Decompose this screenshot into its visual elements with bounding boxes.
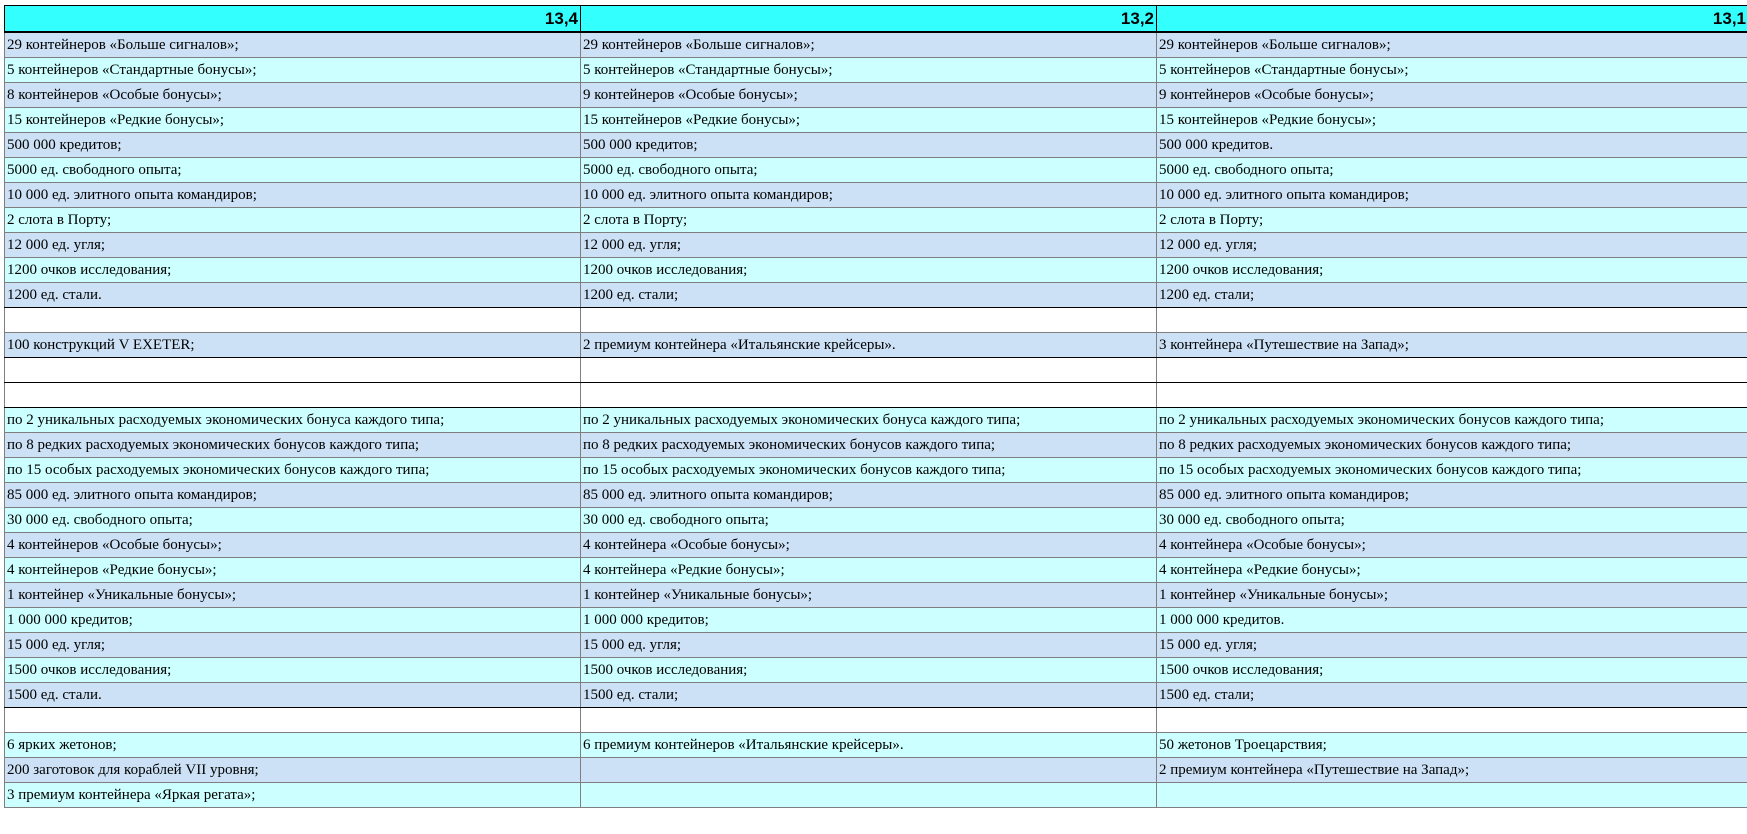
table-row (5, 108, 1747, 133)
table-cell[interactable] (1157, 383, 1747, 408)
table-cell[interactable]: 1 000 000 кредитов; (581, 608, 1157, 633)
table-cell[interactable]: по 8 редких расходуемых экономических бонусов каждого типа; (5, 433, 581, 458)
table-cell[interactable]: 15 000 ед. угля; (1157, 633, 1747, 658)
table-cell[interactable]: 1500 очков исследования; (581, 658, 1157, 683)
rewards-table (4, 5, 1747, 808)
table-cell[interactable]: 2 слота в Порту; (581, 208, 1157, 233)
table-cell[interactable]: 15 000 ед. угля; (581, 633, 1157, 658)
table-cell[interactable]: 2 слота в Порту; (1157, 208, 1747, 233)
table-cell[interactable]: 1500 очков исследования; (5, 658, 581, 683)
table-cell[interactable]: по 2 уникальных расходуемых экономических бонусов каждого типа; (1157, 408, 1747, 433)
table-cell[interactable]: 1 контейнер «Уникальные бонусы»; (5, 583, 581, 608)
table-cell[interactable]: 1200 ед. стали; (1157, 283, 1747, 308)
table-row (5, 58, 1747, 83)
table-cell[interactable]: по 2 уникальных расходуемых экономических бонуса каждого типа; (581, 408, 1157, 433)
table-cell[interactable]: 29 контейнеров «Больше сигналов»; (581, 32, 1157, 58)
table-cell[interactable]: 1200 очков исследования; (581, 258, 1157, 283)
table-cell[interactable]: 6 премиум контейнеров «Итальянские крейсеры». (581, 733, 1157, 758)
table-cell[interactable] (5, 308, 581, 333)
table-cell[interactable]: 1200 очков исследования; (5, 258, 581, 283)
table-row (5, 733, 1747, 758)
table-cell[interactable] (581, 758, 1157, 783)
table-row (5, 433, 1747, 458)
table-cell[interactable]: 1200 ед. стали. (5, 283, 581, 308)
table-cell[interactable]: 4 контейнеров «Особые бонусы»; (5, 533, 581, 558)
table-cell[interactable]: 5 контейнеров «Стандартные бонусы»; (581, 58, 1157, 83)
table-row (5, 83, 1747, 108)
table-cell[interactable]: 2 премиум контейнера «Итальянские крейсеры». (581, 333, 1157, 358)
table-cell[interactable] (5, 358, 581, 383)
table-cell[interactable]: 85 000 ед. элитного опыта командиров; (1157, 483, 1747, 508)
table-cell[interactable]: 10 000 ед. элитного опыта командиров; (1157, 183, 1747, 208)
table-cell[interactable]: 4 контейнеров «Редкие бонусы»; (5, 558, 581, 583)
table-cell[interactable]: 29 контейнеров «Больше сигналов»; (1157, 32, 1747, 58)
table-cell[interactable]: 10 000 ед. элитного опыта командиров; (5, 183, 581, 208)
table-cell[interactable]: 10 000 ед. элитного опыта командиров; (581, 183, 1157, 208)
table-cell[interactable]: 5 контейнеров «Стандартные бонусы»; (5, 58, 581, 83)
table-cell[interactable]: 1200 ед. стали; (581, 283, 1157, 308)
table-cell[interactable]: 5 контейнеров «Стандартные бонусы»; (1157, 58, 1747, 83)
table-cell[interactable]: 30 000 ед. свободного опыта; (5, 508, 581, 533)
table-cell[interactable]: 1500 очков исследования; (1157, 658, 1747, 683)
table-cell[interactable]: 12 000 ед. угля; (1157, 233, 1747, 258)
table-cell[interactable]: 15 000 ед. угля; (5, 633, 581, 658)
table-cell[interactable]: 5000 ед. свободного опыта; (5, 158, 581, 183)
table-cell[interactable]: 500 000 кредитов. (1157, 133, 1747, 158)
table-cell[interactable]: 85 000 ед. элитного опыта командиров; (5, 483, 581, 508)
table-cell[interactable]: по 2 уникальных расходуемых экономических бонуса каждого типа; (5, 408, 581, 433)
table-cell[interactable] (1157, 708, 1747, 733)
table-cell[interactable]: 4 контейнера «Особые бонусы»; (581, 533, 1157, 558)
table-row (5, 533, 1747, 558)
header-cell-version-1[interactable]: 13,4 (5, 6, 581, 33)
header-row (5, 6, 1747, 33)
table-cell[interactable]: 1200 очков исследования; (1157, 258, 1747, 283)
table-cell[interactable]: по 8 редких расходуемых экономических бонусов каждого типа; (1157, 433, 1747, 458)
table-row (5, 408, 1747, 433)
table-cell[interactable]: 200 заготовок для кораблей VII уровня; (5, 758, 581, 783)
rewards-table-body (5, 6, 1747, 808)
table-cell[interactable]: по 8 редких расходуемых экономических бонусов каждого типа; (581, 433, 1157, 458)
table-cell[interactable]: по 15 особых расходуемых экономических бонусов каждого типа; (1157, 458, 1747, 483)
header-cell-version-2[interactable]: 13,2 (581, 6, 1157, 33)
table-row (5, 483, 1747, 508)
table-row (5, 183, 1747, 208)
table-cell[interactable]: по 15 особых расходуемых экономических бонусов каждого типа; (5, 458, 581, 483)
table-cell[interactable] (5, 383, 581, 408)
table-cell[interactable]: 1500 ед. стали; (581, 683, 1157, 708)
table-cell[interactable] (1157, 358, 1747, 383)
table-row (5, 758, 1747, 783)
table-row (5, 308, 1747, 333)
table-row (5, 458, 1747, 483)
table-cell[interactable]: 29 контейнеров «Больше сигналов»; (5, 32, 581, 58)
table-row (5, 333, 1747, 358)
table-row (5, 658, 1747, 683)
table-row (5, 32, 1747, 58)
table-cell[interactable]: 6 ярких жетонов; (5, 733, 581, 758)
table-cell[interactable]: 12 000 ед. угля; (581, 233, 1157, 258)
table-cell[interactable]: 4 контейнера «Редкие бонусы»; (581, 558, 1157, 583)
table-cell[interactable]: по 15 особых расходуемых экономических бонусов каждого типа; (581, 458, 1157, 483)
table-row (5, 133, 1747, 158)
table-row (5, 683, 1747, 708)
header-cell-version-3[interactable]: 13,1 (1157, 6, 1747, 33)
table-row (5, 208, 1747, 233)
table-row (5, 633, 1747, 658)
table-cell[interactable]: 1500 ед. стали. (5, 683, 581, 708)
table-cell[interactable]: 30 000 ед. свободного опыта; (1157, 508, 1747, 533)
table-cell[interactable]: 50 жетонов Троецарствия; (1157, 733, 1747, 758)
table-cell[interactable]: 1 контейнер «Уникальные бонусы»; (581, 583, 1157, 608)
table-row (5, 158, 1747, 183)
table-cell[interactable]: 9 контейнеров «Особые бонусы»; (581, 83, 1157, 108)
table-cell[interactable]: 15 контейнеров «Редкие бонусы»; (1157, 108, 1747, 133)
table-row (5, 258, 1747, 283)
table-row (5, 283, 1747, 308)
table-cell[interactable]: 4 контейнера «Редкие бонусы»; (1157, 558, 1747, 583)
table-cell[interactable]: 5000 ед. свободного опыта; (1157, 158, 1747, 183)
table-row (5, 508, 1747, 533)
table-row (5, 558, 1747, 583)
table-cell[interactable]: 1 000 000 кредитов; (5, 608, 581, 633)
table-cell[interactable] (581, 358, 1157, 383)
table-row (5, 383, 1747, 408)
table-cell[interactable]: 3 контейнера «Путешествие на Запад»; (1157, 333, 1747, 358)
table-row (5, 233, 1747, 258)
table-cell[interactable]: 5000 ед. свободного опыта; (581, 158, 1157, 183)
table-cell[interactable]: 15 контейнеров «Редкие бонусы»; (5, 108, 581, 133)
table-cell[interactable] (581, 383, 1157, 408)
table-cell[interactable] (581, 708, 1157, 733)
table-cell[interactable] (581, 308, 1157, 333)
table-cell[interactable]: 85 000 ед. элитного опыта командиров; (581, 483, 1157, 508)
table-cell[interactable]: 8 контейнеров «Особые бонусы»; (5, 83, 581, 108)
table-cell[interactable]: 4 контейнера «Особые бонусы»; (1157, 533, 1747, 558)
table-cell[interactable]: 2 слота в Порту; (5, 208, 581, 233)
table-cell[interactable]: 12 000 ед. угля; (5, 233, 581, 258)
table-cell[interactable]: 1500 ед. стали; (1157, 683, 1747, 708)
table-row (5, 358, 1747, 383)
table-cell[interactable] (5, 708, 581, 733)
table-cell[interactable]: 500 000 кредитов; (581, 133, 1157, 158)
table-cell[interactable]: 1 000 000 кредитов. (1157, 608, 1747, 633)
table-row (5, 608, 1747, 633)
table-cell[interactable]: 2 премиум контейнера «Путешествие на Запад»; (1157, 758, 1747, 783)
table-cell[interactable]: 100 конструкций V EXETER; (5, 333, 581, 358)
table-row (5, 708, 1747, 733)
table-cell[interactable] (1157, 783, 1747, 808)
table-row (5, 783, 1747, 808)
table-cell[interactable]: 1 контейнер «Уникальные бонусы»; (1157, 583, 1747, 608)
table-row (5, 583, 1747, 608)
table-cell[interactable] (581, 783, 1157, 808)
table-cell[interactable]: 9 контейнеров «Особые бонусы»; (1157, 83, 1747, 108)
table-cell[interactable] (1157, 308, 1747, 333)
table-cell[interactable]: 30 000 ед. свободного опыта; (581, 508, 1157, 533)
table-cell[interactable]: 500 000 кредитов; (5, 133, 581, 158)
table-cell[interactable]: 3 премиум контейнера «Яркая регата»; (5, 783, 581, 808)
table-cell[interactable]: 15 контейнеров «Редкие бонусы»; (581, 108, 1157, 133)
